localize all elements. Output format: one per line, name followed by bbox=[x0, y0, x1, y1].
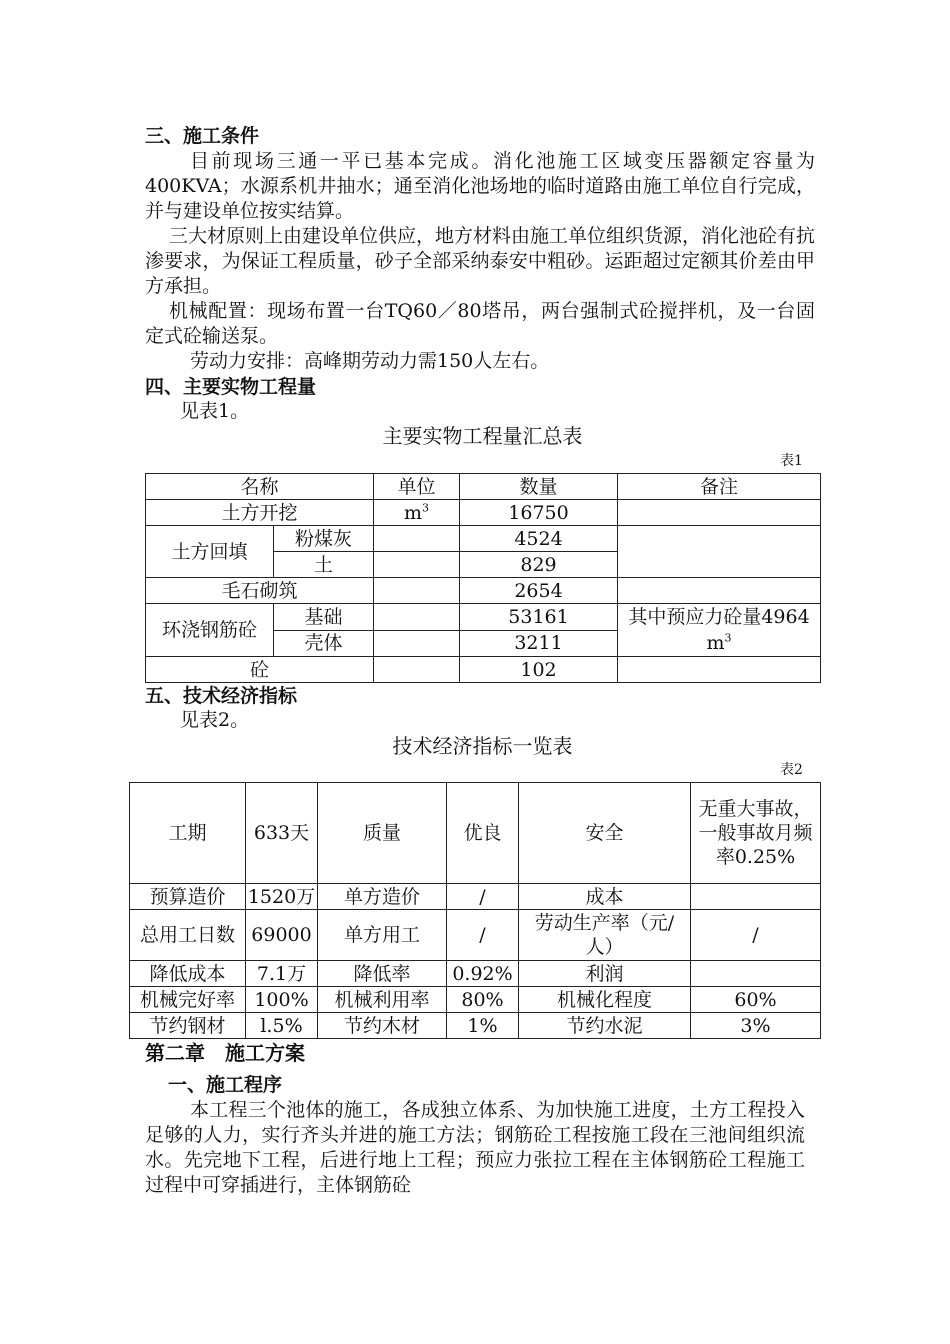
table-row bbox=[130, 783, 821, 884]
table-1-title: 主要实物工程量汇总表 bbox=[382, 424, 583, 448]
cell: 节约钢材 bbox=[130, 1013, 246, 1039]
table-row bbox=[146, 578, 821, 604]
cell: 16750 bbox=[460, 500, 618, 526]
cell: 工期 bbox=[130, 783, 246, 884]
cell bbox=[374, 657, 460, 683]
table-1-tag: 表1 bbox=[780, 453, 803, 469]
cell bbox=[618, 500, 821, 526]
cell: 土 bbox=[274, 552, 374, 578]
table-row bbox=[146, 474, 821, 500]
cell bbox=[618, 578, 821, 604]
cell bbox=[374, 552, 460, 578]
cell: 1520万 bbox=[246, 884, 318, 910]
table-row bbox=[146, 526, 821, 552]
cell: 69000 bbox=[246, 910, 318, 961]
cell: 降低成本 bbox=[130, 961, 246, 987]
cell: 4524 bbox=[460, 526, 618, 552]
note-unit: m bbox=[706, 632, 725, 654]
table-row bbox=[130, 884, 821, 910]
cell: / bbox=[691, 910, 821, 961]
cell: 3211 bbox=[460, 630, 618, 657]
cell: 土方开挖 bbox=[146, 500, 374, 526]
unit-text: m bbox=[404, 501, 423, 524]
cell: 53161 bbox=[460, 604, 618, 631]
chapter-2-title: 第二章 施工方案 bbox=[145, 1041, 305, 1065]
unit-superscript: 3 bbox=[422, 501, 430, 515]
table-row bbox=[146, 657, 821, 683]
table-2-title: 技术经济指标一览表 bbox=[392, 734, 573, 758]
cell: 毛石砌筑 bbox=[146, 578, 374, 604]
section-3-paragraph-1: 目前现场三通一平已基本完成。消化池施工区域变压器额定容量为400KVA；水源系机井抽水；通至消化池场地的临时道路由施工单位自行完成，并与建设单位按实结算。 bbox=[145, 150, 815, 222]
cell: 1% bbox=[447, 1013, 519, 1039]
table-row bbox=[146, 500, 821, 526]
cell: 粉煤灰 bbox=[274, 526, 374, 552]
cell bbox=[374, 630, 460, 657]
header-cell: 名称 bbox=[146, 474, 374, 500]
cell bbox=[691, 961, 821, 987]
cell: 总用工日数 bbox=[130, 910, 246, 961]
section-5-title: 五、技术经济指标 bbox=[145, 685, 298, 707]
cell bbox=[691, 884, 821, 910]
cell: 砼 bbox=[146, 657, 374, 683]
cell bbox=[374, 604, 460, 631]
section-3-paragraph-2: 三大材原则上由建设单位供应，地方材料由施工单位组织货源，消化池砼有抗渗要求，为保证工程质量，砂子全部采纳泰安中粗砂。运距超过定额其价差由甲方承担。 bbox=[145, 225, 816, 297]
table-row bbox=[146, 604, 821, 631]
cell: 60% bbox=[691, 987, 821, 1013]
cell bbox=[618, 604, 821, 657]
cell: 无重大事故，一般事故月频率0.25% bbox=[691, 783, 821, 884]
chapter-2-subtitle: 一、施工程序 bbox=[168, 1074, 283, 1096]
cell: 3% bbox=[691, 1013, 821, 1039]
cell: 降低率 bbox=[318, 961, 447, 987]
cell bbox=[374, 526, 460, 552]
cell: 成本 bbox=[519, 884, 691, 910]
cell: 劳动生产率（元/人） bbox=[519, 910, 691, 961]
cell: 预算造价 bbox=[130, 884, 246, 910]
cell: 0.92% bbox=[447, 961, 519, 987]
cell: 102 bbox=[460, 657, 618, 683]
cell: / bbox=[447, 884, 519, 910]
cell: 安全 bbox=[519, 783, 691, 884]
cell: 基础 bbox=[274, 604, 374, 631]
table-row bbox=[130, 987, 821, 1013]
indicators-table bbox=[129, 782, 821, 1039]
cell: 质量 bbox=[318, 783, 447, 884]
header-cell: 数量 bbox=[460, 474, 618, 500]
cell: 机械利用率 bbox=[318, 987, 447, 1013]
section-3-paragraph-3: 机械配置：现场布置一台TQ60／80塔吊，两台强制式砼搅拌机，及一台固定式砼输送泵。 bbox=[145, 300, 815, 347]
cell: 829 bbox=[460, 552, 618, 578]
header-cell: 备注 bbox=[618, 474, 821, 500]
cell: / bbox=[447, 910, 519, 961]
cell bbox=[618, 526, 821, 578]
cell: 单方用工 bbox=[318, 910, 447, 961]
table-2-tag: 表2 bbox=[780, 762, 803, 778]
cell: 壳体 bbox=[274, 630, 374, 657]
section-3-paragraph-4: 劳动力安排：高峰期劳动力需150人左右。 bbox=[190, 350, 550, 372]
cell: 节约木材 bbox=[318, 1013, 447, 1039]
cell: 土方回填 bbox=[146, 526, 274, 578]
quantities-table bbox=[145, 473, 821, 683]
section-3-title: 三、施工条件 bbox=[145, 125, 260, 147]
cell: 环浇钢筋砼 bbox=[146, 604, 274, 657]
cell: 633天 bbox=[246, 783, 318, 884]
note-unit-superscript: 3 bbox=[724, 631, 732, 645]
section-5-see-table: 见表2。 bbox=[180, 709, 250, 731]
cell: 机械完好率 bbox=[130, 987, 246, 1013]
table-row bbox=[130, 1013, 821, 1039]
cell: 单方造价 bbox=[318, 884, 447, 910]
section-4-title: 四、主要实物工程量 bbox=[145, 376, 317, 398]
table-row bbox=[130, 961, 821, 987]
cell: l.5% bbox=[246, 1013, 318, 1039]
cell: 利润 bbox=[519, 961, 691, 987]
cell: 优良 bbox=[447, 783, 519, 884]
cell: 机械化程度 bbox=[519, 987, 691, 1013]
cell bbox=[374, 500, 460, 526]
cell bbox=[374, 578, 460, 604]
note-text: 其中预应力砼量4964 bbox=[628, 606, 810, 628]
cell: 80% bbox=[447, 987, 519, 1013]
section-4-see-table: 见表1。 bbox=[180, 400, 250, 422]
cell: 7.1万 bbox=[246, 961, 318, 987]
cell bbox=[618, 657, 821, 683]
cell: 2654 bbox=[460, 578, 618, 604]
table-row bbox=[130, 910, 821, 961]
header-cell: 单位 bbox=[374, 474, 460, 500]
cell: 100% bbox=[246, 987, 318, 1013]
chapter-2-paragraph-1: 本工程三个池体的施工，各成独立体系、为加快施工进度，土方工程投入足够的人力，实行齐头并进的施工方法；钢筋砼工程按施工段在三池间组织流水。先完地下工程，后进行地上工程；预应力张拉工程在主体钢筋砼工程施工过程中可穿插进行，主体钢筋砼 bbox=[145, 1099, 805, 1196]
cell: 节约水泥 bbox=[519, 1013, 691, 1039]
